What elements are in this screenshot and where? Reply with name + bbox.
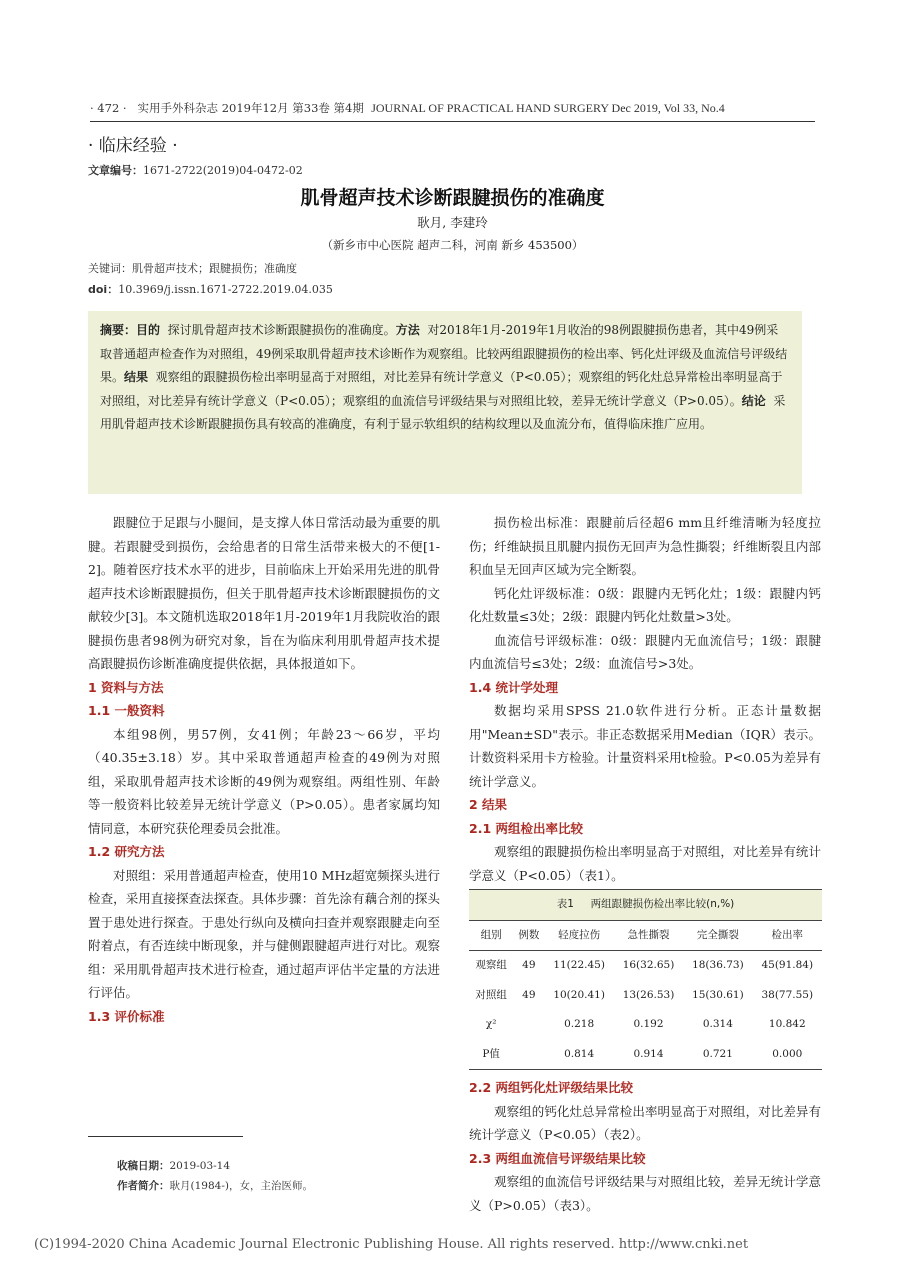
table-row bbox=[469, 951, 822, 981]
paragraph-bloodflow-criteria: 血流信号评级标准：0级：跟腱内无血流信号；1级：跟腱内血流信号≤3处；2级：血流信号>3处。 bbox=[469, 632, 821, 671]
heading-1: 1 资料与方法 bbox=[88, 679, 164, 695]
table-cell: 0.914 bbox=[633, 1047, 664, 1060]
table-header-cell: 检出率 bbox=[771, 928, 804, 941]
article-number bbox=[88, 162, 303, 178]
table-cell bbox=[513, 1010, 544, 1040]
keywords-value: 肌骨超声技术；跟腱损伤；准确度 bbox=[132, 262, 297, 275]
heading-1-4: 1.4 统计学处理 bbox=[469, 679, 558, 695]
table-cell: 18(36.73) bbox=[692, 959, 744, 971]
paragraph-calcification-criteria: 钙化灶评级标准：0级：跟腱内无钙化灶；1级：跟腱内钙化灶数量≤3处；2级：跟腱内钙化灶数量>3处。 bbox=[469, 585, 821, 624]
table-cell bbox=[513, 1040, 544, 1070]
table-cell: 10.842 bbox=[768, 1018, 806, 1030]
paragraph-2-3: 观察组的血流信号评级结果与对照组比较，差异无统计学意义（P>0.05）（表3）。 bbox=[469, 1174, 821, 1213]
table-cell: 观察组 bbox=[475, 959, 507, 971]
received-date bbox=[117, 1158, 230, 1173]
author-bio-label: 作者简介： bbox=[117, 1180, 170, 1192]
abstract-box bbox=[88, 311, 802, 494]
table-header-cell: 例数 bbox=[518, 928, 540, 941]
table-cell: 49 bbox=[522, 959, 536, 971]
abstract-result-label: 结果 bbox=[124, 370, 149, 384]
table-cell: P值 bbox=[482, 1047, 500, 1060]
intro-paragraph: 跟腱位于足跟与小腿间，是支撑人体日常活动最为重要的肌腱。若跟腱受到损伤，会给患者的日常生活带来极大的不便[1-2]。随着医疗技术水平的进步，目前临床上开始采用先进的肌骨超声技术诊断跟腱损伤，但关于肌骨超声技术诊断跟腱损伤的文献较少[3]。本文随机选取2018年1月-2019年1月我院收治的跟腱损伤患者98例为研究对象，旨在为临床利用肌骨超声技术提高跟腱损伤诊断准确度提供依据，具体报道如下。 bbox=[88, 515, 440, 671]
table-cell: 0.218 bbox=[564, 1018, 595, 1030]
table-row bbox=[469, 981, 822, 1011]
table-cell: 11(22.45) bbox=[553, 959, 605, 971]
table-header-cell: 急性撕裂 bbox=[627, 928, 670, 941]
table-cell: 13(26.53) bbox=[622, 988, 675, 1001]
doi-link[interactable]: 10.3969/j.issn.1671-2722.2019.04.035 bbox=[118, 283, 333, 296]
heading-2-3: 2.3 两组血流信号评级结果比较 bbox=[469, 1150, 646, 1166]
abstract-aim-label: 目的 bbox=[136, 323, 161, 337]
table-cell: χ² bbox=[485, 1018, 497, 1030]
keywords-label: 关键词： bbox=[88, 262, 132, 275]
heading-2-1: 2.1 两组检出率比较 bbox=[469, 820, 583, 836]
table-1-caption bbox=[469, 890, 822, 921]
received-label: 收稿日期： bbox=[117, 1160, 170, 1172]
abstract-method: 对2018年1月-2019年1月收治的98例跟腱损伤患者，其中49例采取普通超声检查作为对照组，49例采取肌骨超声技术诊断作为观察组。比较两组跟腱损伤的检出率、钙化灶评级及血流信号评级结果。 bbox=[100, 323, 788, 384]
table-row bbox=[469, 1010, 822, 1040]
journal-name-en: JOURNAL OF PRACTICAL HAND SURGERY Dec 2019, Vol 33, No.4 bbox=[371, 101, 725, 115]
table-cell: 38(77.55) bbox=[761, 988, 814, 1001]
table-1 bbox=[469, 889, 822, 1070]
paragraph-1-2: 对照组：采用普通超声检查，使用10 MHz超宽频探头进行检查，采用直接探查法探查。具体步骤：首先涂有藕合剂的探头置于患处进行探查。于患处行纵向及横向扫查并观察跟腱走向至附着点，有否连续中断现象，并与健侧跟腱超声进行对比。观察组：采用肌骨超声技术进行检查，通过超声评估半定量的方法进行评估。 bbox=[88, 867, 440, 1000]
author-bio-value: 耿月(1984-)，女，主治医师。 bbox=[169, 1180, 313, 1192]
footnote-rule bbox=[88, 1136, 243, 1137]
received-value: 2019-03-14 bbox=[169, 1160, 231, 1172]
abstract-conclusion: 采用肌骨超声技术诊断跟腱损伤具有较高的准确度，有利于显示软组织的结构纹理以及血流分布，值得临床推广应用。 bbox=[100, 393, 786, 431]
heading-1-2: 1.2 研究方法 bbox=[88, 844, 165, 859]
page-title: 肌骨超声技术诊断跟腱损伤的准确度 bbox=[300, 187, 605, 209]
running-header bbox=[90, 100, 815, 116]
paragraph-1-4: 数据均采用SPSS 21.0软件进行分析。正态计量数据用"Mean±SD"表示。非正态数据采用Median（IQR）表示。计数资料采用卡方检验。计量资料采用t检验。P<0.05为差异有统计学意义。 bbox=[469, 703, 821, 789]
table-cell: 16(32.65) bbox=[622, 959, 675, 971]
table-cell: 10(20.41) bbox=[553, 988, 605, 1001]
paragraph-injury-criteria: 损伤检出标准：跟腱前后径超6 mm且纤维清晰为轻度拉伤；纤维缺损且肌腱内损伤无回声为急性撕裂；纤维断裂且内部积血呈无回声区域为完全断裂。 bbox=[469, 515, 821, 577]
header-rule bbox=[90, 121, 815, 122]
heading-2-2: 2.2 两组钙化灶评级结果比较 bbox=[469, 1080, 633, 1095]
table-cell: 0.192 bbox=[633, 1018, 664, 1030]
table-1-title: 两组跟腱损伤检出率比较(n,%) bbox=[590, 898, 735, 910]
copyright-footer: (C)1994-2020 China Academic Journal Electronic Publishing House. All rights reserved. http://www.cnki.net bbox=[34, 1237, 749, 1252]
paragraph-1-1: 本组98例，男57例，女41例；年龄23～66岁，平均（40.35±3.18）岁。其中采取普通超声检查的49例为对照组，采取肌骨超声技术诊断的49例为观察组。两组性别、年龄等一般资料比较差异无统计学意义（P>0.05）。患者家属均知情同意，本研究获伦理委员会批准。 bbox=[88, 726, 440, 836]
paragraph-2-1: 观察组的跟腱损伤检出率明显高于对照组，对比差异有统计学意义（P<0.05）（表1）。 bbox=[469, 844, 821, 883]
table-1-label: 表1 bbox=[556, 898, 574, 910]
table-header-cell: 组别 bbox=[480, 928, 502, 941]
table-cell: 对照组 bbox=[475, 988, 507, 1001]
doi bbox=[88, 281, 333, 297]
table-cell: 0.814 bbox=[564, 1047, 595, 1060]
doi-label: doi： bbox=[88, 283, 119, 296]
paragraph-2-2: 观察组的钙化灶总异常检出率明显高于对照组，对比差异有统计学意义（P<0.05）（表2）。 bbox=[469, 1103, 821, 1142]
table-header-cell: 完全撕裂 bbox=[696, 928, 739, 941]
page-number: · 472 · bbox=[90, 101, 127, 115]
table-cell: 49 bbox=[522, 988, 536, 1001]
table-cell: 0.000 bbox=[772, 1047, 803, 1060]
abstract-method-label: 方法 bbox=[395, 323, 420, 337]
right-column bbox=[469, 511, 821, 1217]
affiliation: （新乡市中心医院 超声二科，河南 新乡 453500） bbox=[321, 238, 584, 252]
table-cell: 15(30.61) bbox=[692, 988, 744, 1001]
table-header-cell: 轻度拉伤 bbox=[558, 928, 601, 941]
left-column bbox=[88, 511, 440, 1028]
heading-1-3: 1.3 评价标准 bbox=[88, 1008, 165, 1024]
abstract-label: 摘要： bbox=[100, 323, 137, 337]
section-tag: · 临床经验 · bbox=[88, 136, 178, 156]
article-number-label: 文章编号： bbox=[88, 164, 143, 177]
table-cell: 45(91.84) bbox=[761, 959, 814, 971]
abstract-conclusion-label: 结论 bbox=[741, 393, 766, 408]
article-number-value: 1671-2722(2019)04-0472-02 bbox=[143, 164, 303, 177]
keywords bbox=[88, 260, 297, 276]
authors: 耿月, 李建玲 bbox=[417, 215, 488, 230]
table-row bbox=[469, 1040, 822, 1070]
table-header-row bbox=[469, 920, 822, 951]
table-cell: 0.721 bbox=[702, 1047, 733, 1060]
journal-name-cn: 实用手外科杂志 2019年12月 第33卷 第4期 bbox=[137, 101, 364, 115]
abstract-result: 观察组的跟腱损伤检出率明显高于对照组，对比差异有统计学意义（P<0.05）；观察组的钙化灶总异常检出率明显高于对照组，对比差异有统计学意义（P<0.05）；观察组的血流信号评级结果与对照组比较，差异无统计学意义（P>0.05）。 bbox=[100, 370, 783, 408]
abstract-aim: 探讨肌骨超声技术诊断跟腱损伤的准确度。 bbox=[167, 323, 396, 337]
author-bio bbox=[117, 1178, 313, 1193]
heading-1-1: 1.1 一般资料 bbox=[88, 703, 165, 718]
table-cell: 0.314 bbox=[702, 1018, 733, 1030]
heading-2: 2 结果 bbox=[469, 797, 508, 812]
